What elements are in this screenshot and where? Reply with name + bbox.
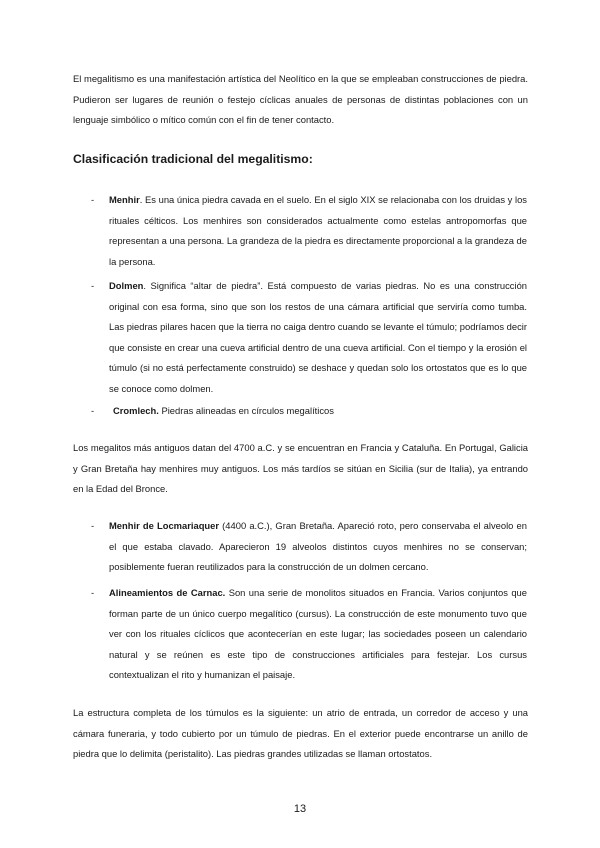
- list-item-term: Menhir de Locmariaquer: [109, 520, 220, 531]
- intro-paragraph: El megalitismo es una manifestación artística del Neolítico en la que se empleaban construcciones de piedra. Pudieron ser lugares de reunión o festejo cíclicas anuales de personas de distintas poblaciones con un lenguaje simbólico o mítico común con el fin de tener contacto.: [73, 73, 528, 125]
- closing-paragraph: La estructura completa de los túmulos es la siguiente: un atrio de entrada, un corredor de acceso y una cámara funeraria, y todo cubierto por un túmulo de piedras. En el exterior puede encontrarse un anillo de piedra que lo delimita (peristalito). Las piedras grandes utilizadas se llaman ortostatos.: [73, 707, 528, 759]
- list-item-text: (4400 a.C.), Gran Bretaña. Apareció roto, pero conservaba el alveolo en el que estaba clavado. Aparecieron 19 alveolos distintos cuyos menhires no se conservan; posiblemente fueran reutilizados para la construcción de un dolmen cercano.: [109, 520, 527, 572]
- list-bullet: -: [91, 194, 95, 205]
- list-bullet: -: [91, 520, 95, 531]
- list-item-term: Cromlech.: [113, 405, 159, 416]
- list-bullet: -: [91, 280, 95, 291]
- list-item-text: . Es una única piedra cavada en el suelo. En el siglo XIX se relacionaba con los druidas y los rituales célticos. Los menhires son considerados actualmente como estelas antropomorfas que representan a una persona. La grandeza de la piedra es directamente proporcional a la grandeza de la persona.: [109, 194, 527, 267]
- list-bullet: -: [91, 405, 95, 416]
- middle-paragraph: Los megalitos más antiguos datan del 4700 a.C. y se encuentran en Francia y Cataluña. En Portugal, Galicia y Gran Bretaña hay menhires muy antiguos. Los más tardíos se sitúan en Sicilia (sur de Italia), ya entrando en la Edad del Bronce.: [73, 442, 528, 494]
- list-item-text: . Significa “altar de piedra”. Está compuesto de varias piedras. No es una construcción original con esa forma, sino que son los restos de una cámara artificial que serviría como tumba. Las piedras pilares hacen que la tierra no caiga dentro cuando se levante el túmulo; podríamos decir que consiste en crear una cueva artificial dentro de una cueva artificial. Con el tiempo y la erosión el túmulo (si no está perfectamente construido) se deshace y quedan solo los ortostatos que es lo que se conoce como dolmen.: [109, 280, 527, 394]
- list-item-term: Dolmen: [109, 280, 144, 291]
- list-item-menhir: [91, 190, 527, 272]
- list-item-term: Alineamientos de Carnac.: [109, 587, 226, 598]
- page-number: 13: [293, 803, 307, 815]
- list-item-dolmen: [91, 276, 527, 399]
- list-bullet: -: [91, 587, 95, 598]
- list-item-term: Menhir: [109, 194, 140, 205]
- list-item-locmariaquer: [91, 516, 527, 578]
- list-item-cromlech: [91, 401, 531, 422]
- list-item-carnac: [91, 583, 527, 686]
- list-item-text: Son una serie de monolitos situados en Francia. Varios conjuntos que forman parte de un único cuerpo megalítico (cursus). La construcción de este monumento tuvo que ver con los rituales cíclicos que acontecerían en este lugar; las sociedades poseen un calendario natural y se reúnen es este tipo de construcciones artificiales para festejar. Los cursus contextualizan el rito y humanizan el paisaje.: [109, 587, 527, 680]
- list-item-text: Piedras alineadas en círculos megalíticos: [158, 405, 334, 416]
- section-heading: Clasificación tradicional del megalitismo:: [73, 152, 313, 166]
